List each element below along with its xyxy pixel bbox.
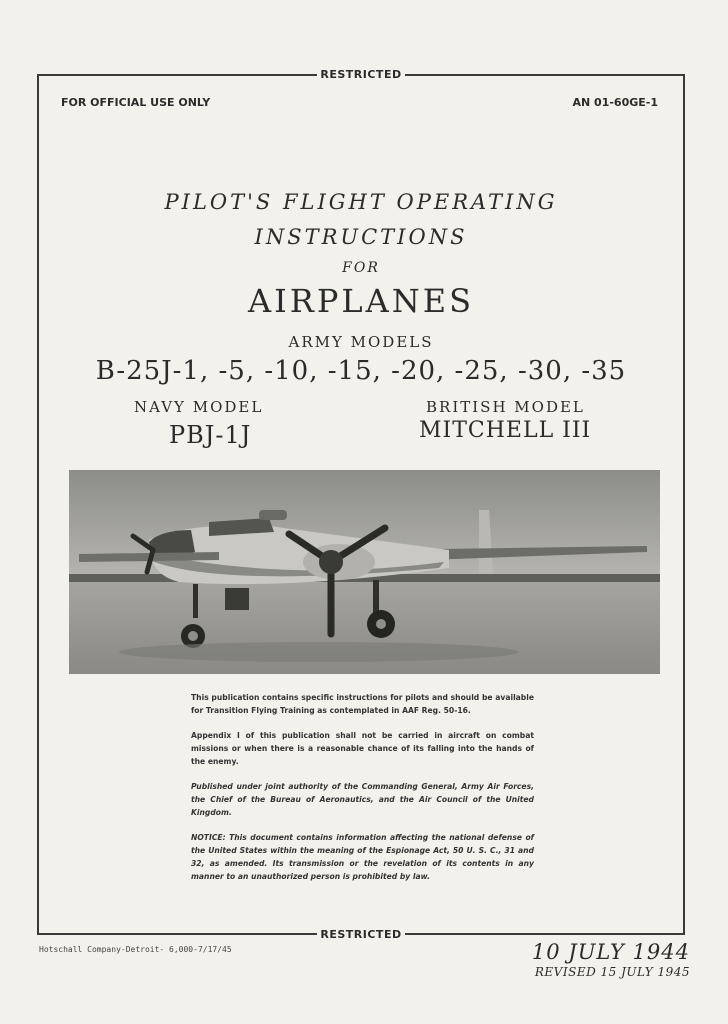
title-line-2: INSTRUCTIONS bbox=[254, 225, 468, 249]
title-line-1: PILOT'S FLIGHT OPERATING bbox=[164, 190, 558, 214]
notices-block bbox=[191, 691, 534, 895]
issue-date: 10 JULY 1944 bbox=[531, 940, 690, 964]
document-number: AN 01-60GE-1 bbox=[572, 96, 658, 109]
aircraft-photo bbox=[69, 470, 660, 674]
notice-appendix: Appendix I of this publication shall not be carried in aircraft on combat missions or when there is a reasonable chance of its falling into the hands of the enemy. bbox=[191, 731, 534, 766]
notice-authority: Published under joint authority of the Commanding General, Army Air Forces, the Chief of the Bureau of Aeronautics, and the Air Council of the United Kingdom. bbox=[191, 782, 534, 817]
official-use-label: FOR OFFICIAL USE ONLY bbox=[61, 96, 211, 109]
navy-model-value: PBJ-1J bbox=[169, 421, 252, 449]
notice-training: This publication contains specific instructions for pilots and should be available for Transition Flying Training as contemplated in AAF Reg. 50-16. bbox=[191, 693, 534, 715]
navy-model-label: NAVY MODEL bbox=[134, 398, 264, 416]
printer-imprint: Hotschall Company-Detroit- 6,000-7/17/45 bbox=[39, 945, 232, 954]
notice-espionage: NOTICE: This document contains information affecting the national defense of the United States within the meaning of the Espionage Act, 50 U. S. C., 31 and 32, as amended. Its transmission or the revelation of its contents in any manner to an unauthorized person is prohibited by law. bbox=[191, 833, 534, 881]
page-border bbox=[37, 68, 685, 941]
army-models-list: B-25J-1, -5, -10, -15, -20, -25, -30, -35 bbox=[95, 356, 627, 386]
british-model-value: MITCHELL III bbox=[419, 418, 592, 443]
army-models-label: ARMY MODELS bbox=[288, 333, 434, 351]
title-line-3: FOR bbox=[342, 260, 380, 276]
date-block bbox=[532, 940, 690, 979]
restricted-banner-bottom: RESTRICTED bbox=[39, 928, 683, 941]
revised-date: REVISED 15 JULY 1945 bbox=[534, 965, 690, 979]
restricted-banner-top: RESTRICTED bbox=[39, 68, 683, 81]
title-main: AIRPLANES bbox=[247, 282, 474, 320]
british-model-label: BRITISH MODEL bbox=[426, 398, 585, 416]
